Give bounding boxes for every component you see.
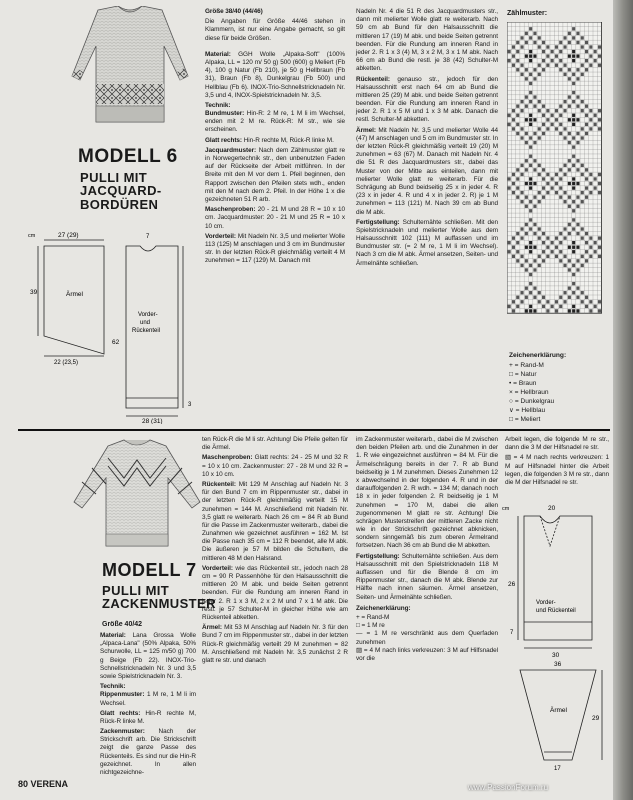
- m7-cuff: 17: [554, 766, 561, 772]
- m7-col2-cont: ten Rück-R die M li str. Achtung! Die Pfeile gelten für die Ärmel.: [202, 436, 348, 452]
- m7-legend-item: □ = 1 M re: [356, 622, 385, 630]
- m7-fertig: Fertigstellung: Schulternähte schließen. Aus dem Halsausschnitt mit den Spielstricknadeln 118 M auffassen und für die Blende 8 cm im Rippenmuster str., danach die M abk. Blende zur Hälfte nach innen säumen. Ärmel ansetzen, Seiten- und Ärmelnähte schließen.: [356, 552, 498, 601]
- m6-neck-front: 7: [146, 234, 150, 240]
- m7-col4-cross: ▧ = 4 M nach rechts verkreuzen: 1 M auf Hilfsnadel hinter die Arbeit legen, die folgenden 3 M re str., dann die M der Hilfsnadel re str.: [505, 454, 609, 486]
- m7-neck: 20: [548, 505, 556, 512]
- m6-width: 28 (31): [142, 418, 163, 424]
- m7-rueckenteil: Rückenteil: Mit 129 M Anschlag auf Nadeln Nr. 3 für den Bund 7 cm im Rippenmuster str., dabei in der letzten Rück-R gleichmäßig verteilt 15 M zunehmen = 144 M. Anschließend mit Nadeln Nr. 3,5 glatt re weiterarb. Nach 26 cm = 84 R ab Bund für die Passe im Zackenmuster weiterarb., dabei die Zunahmen wie gezeichnet ausführen = 162 M. Ist die Passe nach 35 cm = 112 R beendet, alle M abk. Die äußeren je 57 M bilden die Schultern, die mittleren 48 M den Halsrand.: [202, 480, 348, 562]
- legend-title: Zeichenerklärung:: [509, 352, 567, 359]
- legend-item: □ = Natur: [509, 370, 537, 378]
- m7-height: 26: [508, 581, 516, 588]
- page-footer: 80 VERENA: [18, 779, 69, 789]
- m7-bund: 7: [510, 630, 514, 636]
- svg-text:und Rückenteil: und Rückenteil: [536, 608, 576, 614]
- m7-rippen: Rippenmuster: 1 M re, 1 M li im Wechsel.: [100, 691, 196, 707]
- modell6-col1: [205, 8, 345, 267]
- m7-maschenproben: Maschenproben: Glatt rechts: 24 - 25 M und 32 R = 10 x 10 cm. Zackenmuster: 27 - 28 M und 32 R = 10 x 10 cm.: [202, 454, 348, 478]
- modell7-sweater-illustration: [68, 438, 206, 548]
- modell6-schematic: [28, 224, 208, 424]
- m7-aermel: Ärmel: Mit 53 M Anschlag auf Nadeln Nr. 3 für den Bund 7 cm im Rippenmuster str., dabei in der letzten Rück-R gleichmäßig verteilt 29 M zunehmen = 82 M. Anschließend mit Nadeln Nr. 3,5 zunächst 2 R glatt re str. und danach: [202, 624, 348, 664]
- m7-glatt: Glatt rechts: Hin-R rechte M, Rück-R linke M.: [100, 709, 196, 725]
- modell7-size: Größe 40/42: [102, 621, 143, 628]
- m7-arm-top: 36: [554, 661, 562, 668]
- m7-arm-label: Ärmel: [550, 707, 567, 714]
- modell6-sweater-illustration: [60, 6, 200, 124]
- m6-bund: 3: [188, 402, 192, 408]
- legend-item: • = Braun: [509, 379, 537, 387]
- legend-item: ○ = Dunkelgrau: [509, 397, 555, 405]
- chart-title: Zählmuster:: [507, 10, 548, 17]
- m7-front-label: Vorder-: [536, 600, 556, 606]
- modell7-col1: [100, 632, 196, 779]
- legend-item: × = Hellbraun: [509, 388, 549, 396]
- counting-chart: [507, 22, 607, 322]
- modell7-col3: [356, 436, 498, 663]
- watermark: www.PassionForum.ru: [468, 783, 549, 792]
- m7-material: Material: Lana Grossa Wolle „Alpaca-Lana" (50% Alpaka, 50% Schurwolle, LL = 125 m/50 g) 700 g Beige (Fb 22). INOX-Trio-Schnellstricknadeln Nr. 3 und 3,5 sowie Spielstricknadeln Nr. 3.: [100, 632, 196, 680]
- m6-material: Material: GGH Wolle „Alpaka-Soft" (100% Alpaka, LL = 120 m/ 50 g) 500 (600) g Meliert (Fb 4), 100 g Natur (Fb 210), je 50 g Hellbraun (Fb 31), Braun (Fb 8), Dunkelgrau (Fb 500) und Hellblau (Fb 6). INOX-Trio-Schnellstricknadeln Nr. 3,5 und 4, INOX-Spielstricknadeln Nr. 3,5.: [205, 50, 345, 99]
- modell7-col2: [202, 436, 348, 667]
- modell7-col4: [505, 436, 609, 489]
- page-spine-shadow: [613, 0, 633, 800]
- m6-col2-cont: Nadeln Nr. 4 die 51 R des Jacquardmusters str., dann mit melierter Wolle glatt re weiterarb. Nach 59 cm ab Bund für den Halsausschnitt die mittleren 17 (19) M abk. und beide Seiten getrennt beenden. Für die Rundung am inneren Rand in jeder 2. R 1 x 3 (4) M, 3 x 2 M, 3 x 1 M abk. Nach 66 cm ab Bund die restl. je 38 (42) Schulter-M abketten.: [356, 8, 498, 73]
- m6-maschenproben: Maschenproben: 20 - 21 M und 28 R = 10 x 10 cm. Jacquardmuster: 20 - 21 M und 25 R = 10 x 10 cm.: [205, 206, 345, 230]
- m6-size-heading: Größe 38/40 (44/46): [205, 8, 263, 15]
- m6-aermel: Ärmel: Mit Nadeln Nr. 3,5 und melierter Wolle 44 (47) M anschlagen und 5 cm im Bundmuster str. In der letzten Rück-R gleichmäßig verteilt 19 (20) M zunehmen = 63 (67) M. Danach mit Nadeln Nr. 4 die 51 R des Jacquardmusters str., dabei das Muster von der Mitte aus einteilen, dann mit melierter Wolle glatt re weiterarb. Für die Schrägung ab Bund beidseitig 25 x in jeder 4. R (23 x in jeder 4. R und 4 x in jeder 2. R) je 1 M zunehmen = 113 (121) M. Nach 39 cm ab Bund die M abk.: [356, 126, 498, 216]
- m7-width: 30: [552, 652, 560, 659]
- m7-cm: cm: [502, 506, 510, 512]
- legend-item: ∨ = Hellblau: [509, 406, 546, 414]
- m7-legend-item: ▨ = 4 M nach links verkreuzen: 3 M auf Hilfsnadel vor die: [356, 646, 498, 662]
- modell7-title: MODELL 7: [102, 560, 197, 580]
- chart-legend: [509, 352, 566, 425]
- m7-col4-cont: Arbeit legen, die folgende M re str., dann die 3 M der Hilfsnadel re str.: [505, 436, 609, 452]
- m7-legend-item: + = Rand-M: [356, 613, 390, 621]
- m6-top: 27 (29): [58, 232, 79, 239]
- m6-vorderteil: Vorderteil: Mit Nadeln Nr. 3,5 und melierter Wolle 113 (125) M anschlagen und 3 cm im Bundmuster str. In der letzten Rück-R gleichmäßig verteilt 4 M zunehmen = 117 (129) M. Danach mit: [205, 232, 345, 265]
- m7-vorderteil: Vorderteil: wie das Rückenteil str., jedoch nach 28 cm = 90 R Passenhöhe für den Halsausschnitt die mittleren 20 M abk. und beide Seiten getrennt beenden. Für die Rundung am inneren Rand in jeder 2. R 1 x 3 M, 2 x 2 M und 7 x 1 M abk. Die restl. je 57 Schulter-M in gleicher Höhe wie am Rückenteil abketten.: [202, 564, 348, 621]
- legend-item: + = Rand-M: [509, 361, 544, 369]
- chart-grid: [507, 22, 602, 313]
- svg-text:Rückenteil: Rückenteil: [132, 328, 161, 334]
- m6-cuff: 22 (23,5): [54, 360, 79, 366]
- modell6-title: MODELL 6: [78, 146, 178, 167]
- svg-text:und: und: [140, 320, 151, 326]
- legend-item: □ = Meliert: [509, 415, 541, 423]
- m7-legend-title: Zeichenerklärung:: [356, 604, 411, 612]
- m7-legend-item: — = 1 M re verschränkt aus dem Querfaden zunehmen: [356, 630, 498, 646]
- modell7-schematic: [500, 490, 610, 780]
- m6-glatt: Glatt rechts: Hin-R rechte M, Rück-R linke M.: [205, 136, 334, 144]
- section-divider: [18, 429, 610, 431]
- m6-arm-height: 39: [30, 289, 38, 296]
- m6-jacquard: Jacquardmuster: Nach dem Zählmuster glatt re in Norwegertechnik str., den unbenutzten Faden auf der Rückseite der Arbeit mitführen. In der Breite mit den M vor dem 1. Pfeil beginnen, den Rapport zwischen den Pfeilen stets wdh., enden mit den M nach dem 2. Pfeil. In der Höhe 1 x die gezeichneten 51 R arb.: [205, 146, 345, 203]
- m6-rueckenteil: Rückenteil: genauso str., jedoch für den Halsausschnitt erst nach 64 cm ab Bund die mittleren 25 (29) M abk. und beide Seiten getrennt beenden. Für die Rundung am inneren Rand in jeder 2. R 1 x 5 M und 1 x 3 M abk. Danach die restl. Schulter-M abketten.: [356, 75, 498, 124]
- m6-bundmuster: Bundmuster: Hin-R: 2 M re, 1 M li im Wechsel, enden mit 2 M re. Rück-R: M str., wie sie erscheinen.: [205, 110, 346, 134]
- m7-arm-height: 29: [592, 715, 600, 722]
- m7-col3-cont: im Zackenmuster weiterarb., dabei die M zwischen den beiden Pfeilen arb. und die Zunahmen in der 1. R wie eingezeichnet ausführen = 84 M. Für die Ärmelschrägung bereits in der 7. R ab Bund beidseitig je 1 M zunehmen. Dieses Zunehmen 12 x abwechselnd in der folgenden 4. R und in der darauffolgenden 2. R wdh. = 134 M; danach noch 18 x in jeder folgenden 2. R beidseitig je 1 M zunehmen = 170 M, dabei die allen zugenommenen M glatt re str. Achtung! Die schrägen Musterstreifen der mittleren Zacke nicht wie in der Strickschrift gezeichnet abknicken, sondern sinngemäß bis zum oberen Ärmelrand fortsetzen. Nach 36 cm ab Bund die M abketten.: [356, 436, 498, 550]
- modell6-subtitle: PULLI MIT JACQUARD-BORDÜREN: [80, 170, 162, 212]
- m6-technik: Technik:: [205, 101, 231, 109]
- m6-front-label: Vorder-: [138, 312, 158, 318]
- m6-arm-label: Ärmel: [66, 291, 83, 298]
- m6-cm: cm: [28, 233, 36, 239]
- modell6-col2: [356, 8, 498, 270]
- m6-height: 62: [112, 339, 120, 346]
- m6-fertig: Fertigstellung: Schulternähte schließen. Mit den Spielstricknadeln und melierter Wolle aus dem Halsausschnitt 102 (111) M auffassen und im Bundmuster str. (= 2 M re, 1 M li im Wechsel). Nach 3 cm die M abk. Ärmel ansetzen, Seiten- und Ärmelnähte schließen.: [356, 218, 498, 267]
- m6-size-text: Die Angaben für Größe 44/46 stehen in Klammern, ist nur eine Angabe gemacht, so gilt diese für beide Größen.: [205, 18, 345, 42]
- modell7-subtitle: PULLI MIT ZACKENMUSTER: [102, 583, 216, 612]
- m7-zacken: Zackenmuster: Nach der Strickschrift arb. Die Strickschrift zeigt die ganze Passe des Rückenteils. Es sind nur die Hin-R gezeichnet. In allen nichtgezeichne-: [100, 728, 196, 776]
- m7-technik: Technik:: [100, 683, 126, 691]
